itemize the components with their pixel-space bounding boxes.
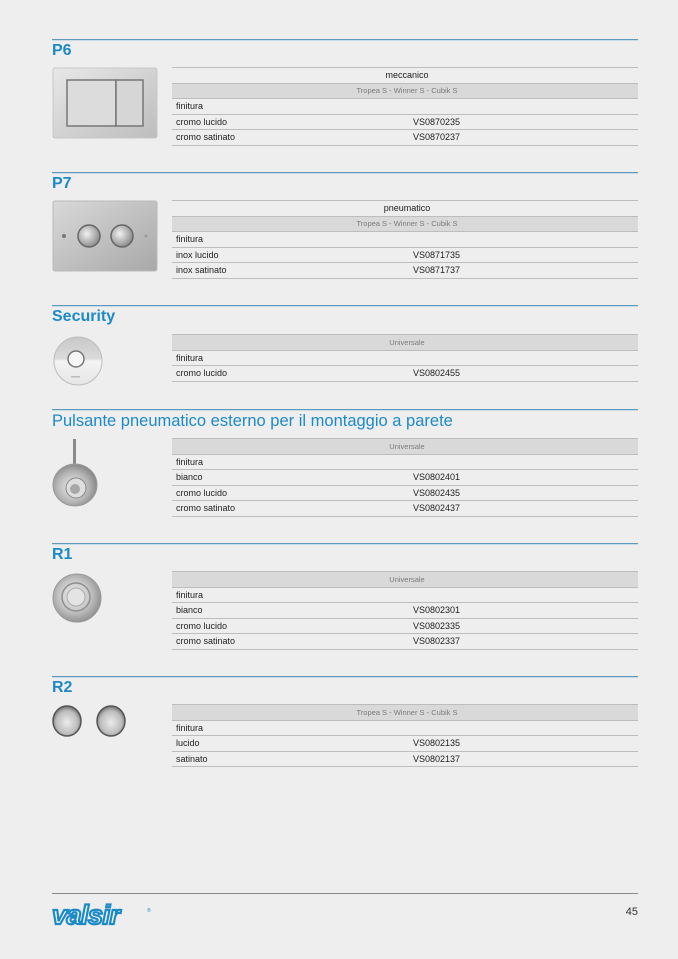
- dual-flush-plate-icon: [52, 67, 158, 139]
- section-divider: [52, 172, 638, 173]
- product-code: VS0802337: [296, 634, 638, 650]
- compatible-series: Universale: [172, 335, 638, 351]
- spec-table: [172, 67, 638, 146]
- spec-table: [172, 438, 638, 517]
- table-row: [172, 114, 638, 130]
- table-row: [172, 618, 638, 634]
- column-header-finish: finitura: [172, 587, 296, 603]
- spec-table: [172, 200, 638, 279]
- section-title: Pulsante pneumatico esterno per il montaggio a parete: [52, 412, 453, 430]
- footer-divider: [52, 893, 638, 894]
- finish-name: inox lucido: [172, 247, 296, 263]
- finish-name: cromo lucido: [172, 366, 296, 382]
- product-code: VS0871735: [296, 247, 638, 263]
- compatible-series: Tropea S - Winner S - Cubik S: [172, 216, 638, 232]
- valsir-logo: [50, 899, 160, 936]
- product-code: VS0802301: [296, 603, 638, 619]
- finish-name: cromo lucido: [172, 485, 296, 501]
- section-title: P6: [52, 42, 72, 59]
- round-button-icon: [52, 572, 104, 624]
- registered-mark: ®: [147, 908, 151, 914]
- product-code: VS0802335: [296, 618, 638, 634]
- product-code: VS0802435: [296, 485, 638, 501]
- section-divider: [52, 543, 638, 544]
- table-row: [172, 501, 638, 517]
- finish-name: inox satinato: [172, 263, 296, 279]
- finish-name: cromo satinato: [172, 634, 296, 650]
- product-code: VS0802401: [296, 470, 638, 486]
- finish-name: bianco: [172, 470, 296, 486]
- table-row: [172, 366, 638, 382]
- table-row: [172, 130, 638, 146]
- page-number: 45: [625, 906, 638, 918]
- section-title: R2: [52, 679, 73, 696]
- table-row: [172, 736, 638, 752]
- column-header-finish: finitura: [172, 454, 296, 470]
- product-code: VS0870235: [296, 114, 638, 130]
- column-header-finish: finitura: [172, 350, 296, 366]
- table-row: [172, 247, 638, 263]
- compatible-series: Universale: [172, 572, 638, 588]
- actuation-type: meccanico: [172, 68, 638, 84]
- column-header-finish: finitura: [172, 232, 296, 248]
- finish-name: lucido: [172, 736, 296, 752]
- finish-name: satinato: [172, 751, 296, 767]
- compatible-series: Tropea S - Winner S - Cubik S: [172, 705, 638, 721]
- compatible-series: Tropea S - Winner S - Cubik S: [172, 83, 638, 99]
- table-row: [172, 751, 638, 767]
- table-row: [172, 603, 638, 619]
- finish-name: bianco: [172, 603, 296, 619]
- table-row: [172, 485, 638, 501]
- table-row: [172, 470, 638, 486]
- dual-flush-plate-round-icon: [52, 200, 158, 272]
- product-code: VS0802437: [296, 501, 638, 517]
- finish-name: cromo lucido: [172, 618, 296, 634]
- section-divider: [52, 305, 638, 306]
- spec-table: [172, 571, 638, 650]
- brand-name: valsir: [52, 900, 120, 930]
- wall-pneumatic-button-icon: [52, 437, 102, 509]
- compatible-series: Universale: [172, 439, 638, 455]
- finish-name: cromo lucido: [172, 114, 296, 130]
- section-divider: [52, 39, 638, 40]
- actuation-type: pneumatico: [172, 201, 638, 217]
- spec-table: [172, 334, 638, 382]
- product-code: VS0871737: [296, 263, 638, 279]
- product-code: VS0802135: [296, 736, 638, 752]
- product-code: VS0802455: [296, 366, 638, 382]
- finish-name: cromo satinato: [172, 130, 296, 146]
- section-title: R1: [52, 546, 73, 563]
- section-title: P7: [52, 175, 72, 192]
- section-divider: [52, 676, 638, 677]
- table-row: [172, 634, 638, 650]
- security-button-icon: [52, 335, 104, 387]
- twin-round-buttons-icon: [52, 704, 132, 740]
- column-header-finish: finitura: [172, 720, 296, 736]
- table-row: [172, 263, 638, 279]
- spec-table: [172, 704, 638, 767]
- product-code: VS0802137: [296, 751, 638, 767]
- finish-name: cromo satinato: [172, 501, 296, 517]
- column-header-finish: finitura: [172, 99, 296, 115]
- section-title: Security: [52, 308, 116, 325]
- product-code: VS0870237: [296, 130, 638, 146]
- section-divider: [52, 409, 638, 410]
